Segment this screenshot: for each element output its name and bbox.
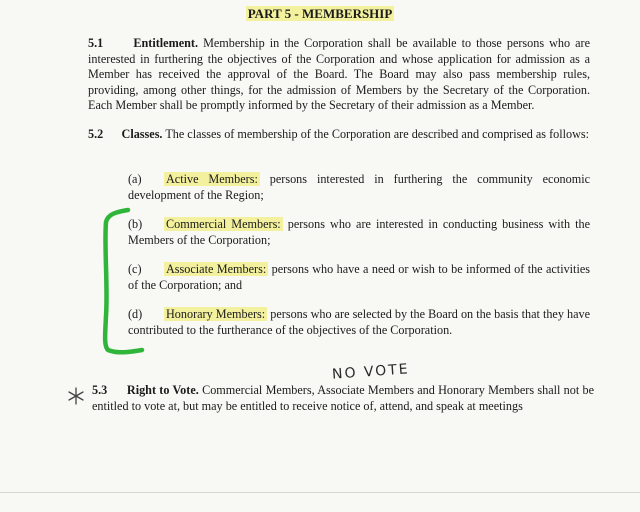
section-5-1 xyxy=(88,36,590,114)
item-text: persons who have a need or wish to be informed of the activities of the Corporation; and xyxy=(128,262,590,292)
page-edge-divider xyxy=(0,492,640,493)
item-label: (b) xyxy=(128,217,143,231)
item-text: persons who are selected by the Board on the basis that they have contributed to the furtherance of the objectives of the Corporation. xyxy=(128,307,590,337)
section-5-3 xyxy=(92,383,594,414)
item-name: Honorary Members: xyxy=(166,307,266,321)
item-text: persons interested in furthering the community economic development of the Region; xyxy=(128,172,590,202)
item-label: (d) xyxy=(128,307,143,321)
section-number: 5.1 xyxy=(88,36,104,50)
section-body: Membership in the Corporation shall be available to those persons who are interested in furthering the objectives of the Corporation and whose application for admission as a Member has received the approval of the Board. The Board may also pass membership rules, providing, among other things, for the admission of Members by the Secretary of the Corporation. Each Member shall be promptly informed by the Secretary of their admission as a Member. xyxy=(88,36,591,113)
item-name: Commercial Members: xyxy=(166,217,281,231)
section-number: 5.3 xyxy=(92,383,108,397)
asterisk-mark-icon xyxy=(64,384,88,408)
title-text: PART 5 - MEMBERSHIP xyxy=(247,6,393,21)
section-heading: Right to Vote. xyxy=(126,383,199,397)
item-text: persons who are interested in conducting business with the Members of the Corporation; xyxy=(128,217,590,247)
page-title xyxy=(0,6,640,22)
section-heading: Classes. xyxy=(121,127,163,141)
section-heading: Entitlement. xyxy=(133,36,199,50)
section-5-2 xyxy=(88,127,590,143)
item-name: Active Members: xyxy=(166,172,258,186)
class-item-b xyxy=(128,217,590,248)
class-item-c xyxy=(128,262,590,293)
class-item-a xyxy=(128,172,590,203)
class-item-d xyxy=(128,307,590,338)
item-label: (a) xyxy=(128,172,142,186)
green-bracket-mark xyxy=(94,206,146,356)
item-name: Associate Members: xyxy=(166,262,267,276)
section-body: The classes of membership of the Corporation are described and comprised as follows: xyxy=(165,127,590,141)
handwritten-note: NO VOTE xyxy=(331,361,411,383)
section-body: Commercial Members, Associate Members and Honorary Members shall not be entitled to vote at, but may be entitled to receive notice of, attend, and speak at meetings xyxy=(92,383,595,413)
item-label: (c) xyxy=(128,262,142,276)
section-number: 5.2 xyxy=(88,127,104,141)
